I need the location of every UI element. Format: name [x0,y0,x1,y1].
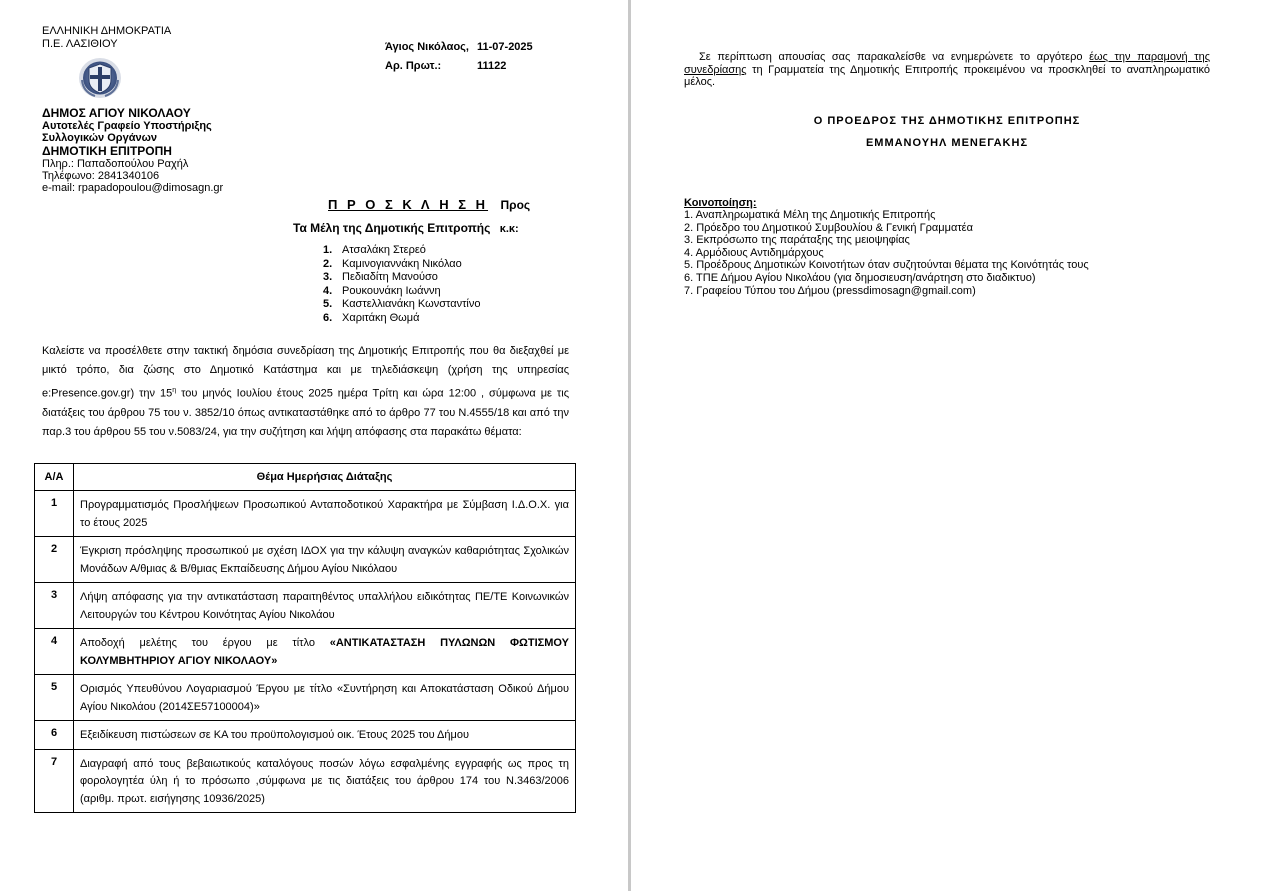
list-item: 5. Προέδρους Δημοτικών Κοινοτήτων όταν συζητούνται θέματα της Κοινότητάς τους [684,259,1089,272]
contact-person: Πληρ.: Παπαδοπούλου Ραχήλ [42,158,189,170]
list-item: 4. Ρουκουνάκη Ιωάννη [323,284,441,297]
municipality-name: ΔΗΜΟΣ ΑΓΙΟΥ ΝΙΚΟΛΑΟΥ [42,106,191,120]
document-date: 11-07-2025 [477,41,533,53]
table-row: 4 Αποδοχή μελέτης του έργου με τίτλο «ΑΝΤΙΚΑΤΑΣΤΑΣΗ ΠΥΛΩΝΩΝ ΦΩΤΙΣΜΟΥ ΚΟΛΥΜΒΗΤΗΡΙΟΥ ΑΓΙΟΥ ΝΙΚΟΛΑΟΥ» [35,629,576,675]
region-line: Π.Ε. ΛΑΣΙΘΙΟΥ [42,38,118,50]
list-item: 6. ΤΠΕ Δήμου Αγίου Νικολάου (για δημοσιευση/ανάρτηση στο διαδικτυο) [684,271,1036,284]
office-line-1: Αυτοτελές Γραφείο Υποστήριξης [42,120,212,132]
place-label: Άγιος Νικόλαος, [385,41,469,53]
office-line-2: Συλλογικών Οργάνων [42,132,158,144]
invitation-paragraph: Καλείστε να προσέλθετε στην τακτική δημόσια συνεδρίαση της Δημοτικής Επιτροπής που θα διεξαχθεί με μικτό τρόπο, δια ζώσης στο Δημοτικό Κατάστημα και με τηλεδιάσκεψη (χρήση της υπηρεσίας e:Presence.gov.gr) την $15^\eta$ του μηνός Ιουλίου έτους 2025 ημέρα Τρίτη και ώρα 12:00 , σύμφωνα με τις διατάξεις του άρθρου 75 του ν. 3852/10 όπως αντικαταστάθηκε από το άρθρο 77 του Ν.4555/18 και από την παρ.3 του άρθρου 55 του ν.5083/24, για την συζήτηση και λήψη απόφασης στα παρακάτω θέματα: [42,345,570,438]
table-row: 6 Εξειδίκευση πιστώσεων σε ΚΑ του προϋπολογισμού οικ. Έτους 2025 του Δήμου [35,721,576,750]
table-row: 1 Προγραμματισμός Προσλήψεων Προσωπικού Ανταποδοτικού Χαρακτήρα με Σύμβαση Ι.Δ.Ο.Χ. για το έτους 2025 [35,491,576,537]
page-divider [628,0,631,891]
list-item: 4. Αρμόδιους Αντιδημάρχους [684,246,824,259]
list-item: 3. Πεδιαδίτη Μανούσο [323,271,438,284]
members-title [293,221,519,235]
absence-notice: Σε περίπτωση απουσίας σας παρακαλείσθε να ενημερώνετε το αργότερο έως την παραμονή της συνεδρίασης τη Γραμματεία της Δημοτικής Επιτροπής προκειμένου να προσκληθεί το αναπληρωματικό μέλος. [684,51,1211,88]
invitation-title: Π Ρ Ο Σ Κ Λ Η Σ Η [328,197,489,212]
list-item: 1. Ατσαλάκη Στερεό [323,244,426,256]
contact-email: e-mail: rpapadopoulou@dimosagn.gr [42,182,224,194]
table-header-row [35,464,576,491]
list-item: 2. Πρόεδρο του Δημοτικού Συμβουλίου & Γενική Γραμματέα [684,221,973,234]
members-list [323,244,480,326]
republic-line: ΕΛΛΗΝΙΚΗ ΔΗΜΟΚΡΑΤΙΑ [42,25,172,37]
invitation-to: Προς [500,198,531,212]
invitation-heading [328,196,530,214]
table-row: 2 Έγκριση πρόσληψης προσωπικού με σχέση ΙΔΟΧ για την κάλυψη αναγκών καθαριότητας Σχολικών Μονάδων Α/θμιας & Β/θμιας Εκπαίδευσης Δήμου Αγίου Νικόλαου [35,537,576,583]
committee-name: ΔΗΜΟΤΙΚΗ ΕΠΙΤΡΟΠΗ [42,144,172,158]
list-item: 2. Καμινογιαννάκη Νικόλαο [323,257,462,270]
list-item: 1. Αναπληρωματικά Μέλη της Δημοτικής Επιτροπής [684,209,936,221]
date-block [385,41,545,79]
notify-list [684,209,1089,297]
protocol-number: 11122 [477,60,507,72]
list-item: 5. Καστελλιανάκη Κωνσταντίνο [323,298,481,311]
list-item: 6. Χαριτάκη Θωμά [323,311,420,324]
protocol-label: Αρ. Πρωτ.: [385,60,442,72]
members-title-suffix: κ.κ: [499,223,519,235]
members-title-text: Τα Μέλη της Δημοτικής Επιτροπής [293,221,491,235]
greek-emblem-icon [77,56,123,100]
president-name: ΕΜΜΑΝΟΥΗΛ ΜΕΝΕΓΑΚΗΣ [865,137,1029,149]
col-header-number: Α/Α [35,464,74,491]
list-item: 3. Εκπρόσωπο της παράταξης της μειοψηφίας [684,234,910,247]
notify-title: Κοινοποίηση: [684,197,757,209]
table-row: 5 Ορισμός Υπευθύνου Λογαριασμού Έργου με τίτλο «Συντήρηση και Αποκατάσταση Οδικού Δήμου Αγίου Νικολάου (2014ΣΕ57100004)» [35,675,576,721]
col-header-topic: Θέμα Ημερήσιας Διάταξης [74,464,576,491]
table-row: 7 Διαγραφή από τους βεβαιωτικούς καταλόγους ποσών λόγω εσφαλμένης εγγραφής ως προς τη φορολογητέα ύλη ή το πρόσωπο ,σύμφωνα με τις διατάξεις του άρθρου 174 του Ν.3463/2006 (αριθμ. πρωτ. εισήγησης 10936/2025) [35,749,576,813]
agenda-table [34,463,576,813]
contact-phone: Τηλέφωνο: 2841340106 [42,170,160,182]
list-item: 7. Γραφείου Τύπου του Δήμου (pressdimosagn@gmail.com) [684,284,976,297]
table-row: 3 Λήψη απόφασης για την αντικατάσταση παραιτηθέντος υπαλλήλου ειδικότητας ΠΕ/ΤΕ Κοινωνικών Λειτουργών του Κέντρου Κοινότητας Αγίου Νικολάου [35,583,576,629]
president-title: Ο ΠΡΟΕΔΡΟΣ ΤΗΣ ΔΗΜΟΤΙΚΗΣ ΕΠΙΤΡΟΠΗΣ [813,115,1081,127]
